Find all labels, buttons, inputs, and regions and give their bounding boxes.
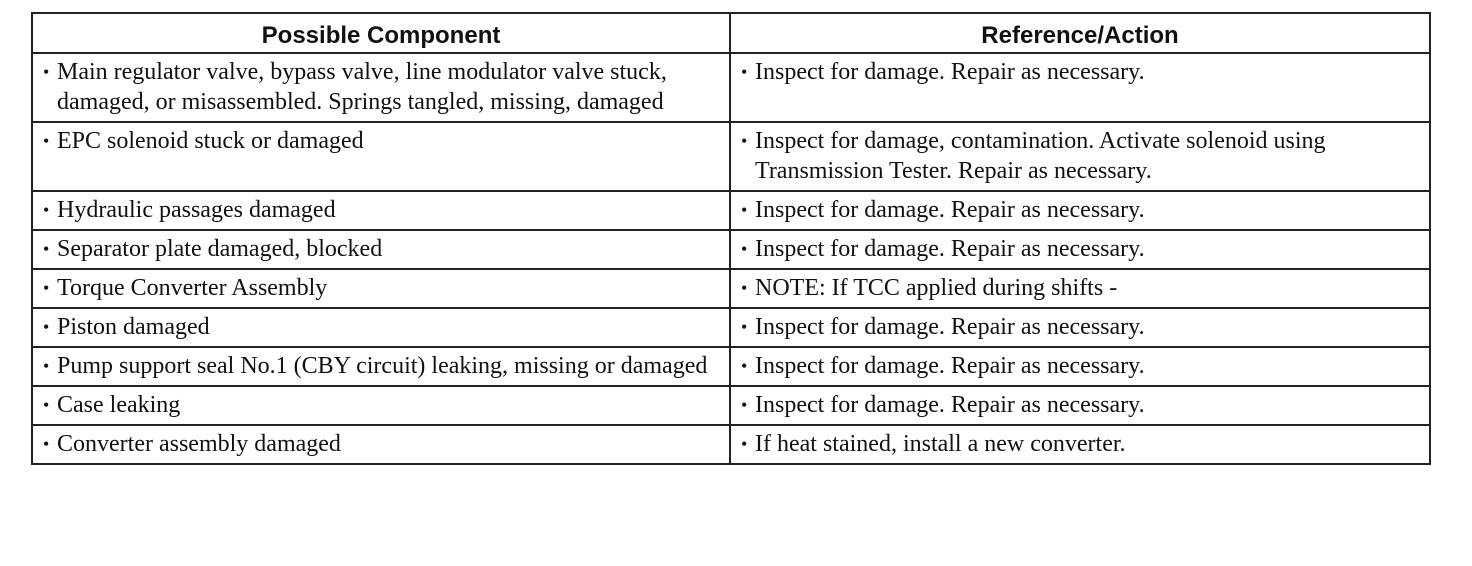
action-cell (730, 308, 1430, 347)
bullet-icon: • (741, 317, 748, 337)
component-text: Case leaking (57, 392, 181, 418)
bullet-icon: • (43, 239, 50, 259)
action-text: Inspect for damage. Repair as necessary. (755, 314, 1145, 340)
component-text: EPC solenoid stuck or damaged (57, 128, 364, 154)
bullet-icon: • (43, 131, 50, 151)
bullet-icon: • (741, 278, 748, 298)
bullet-icon: • (43, 278, 50, 298)
action-cell (730, 347, 1430, 386)
header-possible-component: Possible Component (32, 13, 730, 53)
table-row (32, 122, 1430, 191)
component-text: Converter assembly damaged (57, 431, 341, 457)
action-cell (730, 122, 1430, 191)
table-row (32, 230, 1430, 269)
action-text: Inspect for damage. Repair as necessary. (755, 236, 1145, 262)
component-text: Piston damaged (57, 314, 210, 340)
component-cell (32, 269, 730, 308)
table-row (32, 425, 1430, 464)
component-text: Main regulator valve, bypass valve, line modulator valve stuck, damaged, or misassembled. Springs tangled, missing, damaged (57, 59, 667, 115)
action-text: If heat stained, install a new converter. (755, 431, 1126, 457)
action-cell (730, 386, 1430, 425)
component-cell (32, 191, 730, 230)
bullet-icon: • (741, 356, 748, 376)
table-row (32, 269, 1430, 308)
bullet-icon: • (741, 62, 748, 82)
bullet-icon: • (43, 395, 50, 415)
component-text: Torque Converter Assembly (57, 275, 328, 301)
bullet-icon: • (43, 200, 50, 220)
action-text: Inspect for damage. Repair as necessary. (755, 392, 1145, 418)
bullet-icon: • (43, 434, 50, 454)
action-text: NOTE: If TCC applied during shifts - (755, 275, 1118, 301)
action-cell (730, 191, 1430, 230)
table-row (32, 347, 1430, 386)
bullet-icon: • (741, 200, 748, 220)
component-text: Hydraulic passages damaged (57, 197, 336, 223)
component-cell (32, 347, 730, 386)
component-cell (32, 230, 730, 269)
bullet-icon: • (43, 317, 50, 337)
action-cell (730, 230, 1430, 269)
component-cell (32, 53, 730, 122)
bullet-icon: • (741, 395, 748, 415)
action-text: Inspect for damage. Repair as necessary. (755, 353, 1145, 379)
action-cell (730, 269, 1430, 308)
diagnostic-table (31, 12, 1431, 465)
component-text: Pump support seal No.1 (CBY circuit) leaking, missing or damaged (57, 353, 708, 379)
action-cell (730, 425, 1430, 464)
bullet-icon: • (741, 239, 748, 259)
bullet-icon: • (741, 131, 748, 151)
header-reference-action: Reference/Action (730, 13, 1430, 53)
table-row (32, 191, 1430, 230)
action-cell (730, 53, 1430, 122)
component-cell (32, 425, 730, 464)
component-cell (32, 308, 730, 347)
diagnostic-table-container (31, 12, 1429, 465)
bullet-icon: • (741, 434, 748, 454)
table-row (32, 308, 1430, 347)
bullet-icon: • (43, 356, 50, 376)
component-cell (32, 122, 730, 191)
table-body (32, 53, 1430, 464)
action-text: Inspect for damage. Repair as necessary. (755, 59, 1145, 85)
component-cell (32, 386, 730, 425)
table-header-row (32, 13, 1430, 53)
component-text: Separator plate damaged, blocked (57, 236, 383, 262)
action-text: Inspect for damage. Repair as necessary. (755, 197, 1145, 223)
table-row (32, 53, 1430, 122)
table-row (32, 386, 1430, 425)
bullet-icon: • (43, 62, 50, 82)
action-text: Inspect for damage, contamination. Activate solenoid using Transmission Tester. Repair as necessary. (755, 128, 1326, 184)
